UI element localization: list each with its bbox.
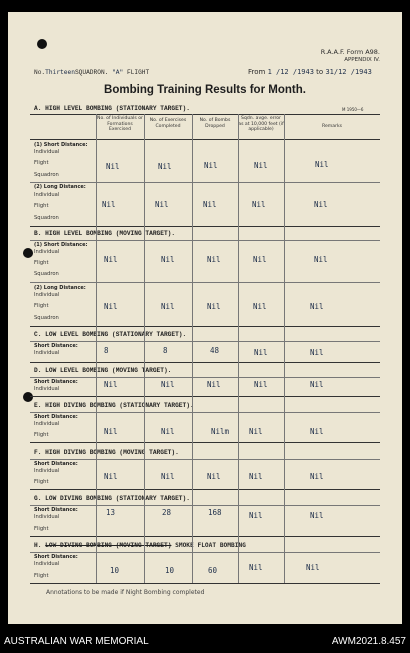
b1-flight-label: Flight: [34, 260, 49, 266]
b1-squadron-label: Squadron: [34, 271, 59, 277]
a2-individuals: Nil: [102, 200, 116, 209]
a2-remarks: Nil: [314, 200, 328, 209]
b2-subheading: (2) Long Distance:: [34, 285, 86, 291]
row-rule: [30, 459, 380, 460]
f-flight-label: Flight: [34, 479, 49, 485]
f-bombs: Nil: [207, 472, 221, 481]
e-bombs: Nilm: [211, 427, 230, 436]
date-from: 1 /12 /1943: [267, 68, 314, 76]
squadron-line: [34, 69, 149, 76]
page-title: Bombing Training Results for Month.: [104, 84, 306, 96]
d-subheading: Short Distance:: [34, 379, 78, 385]
row-rule: [30, 282, 380, 283]
b1-subheading: (1) Short Distance:: [34, 242, 88, 248]
b2-individuals: Nil: [104, 302, 118, 311]
section-rule: [30, 536, 380, 537]
c-subheading: Short Distance:: [34, 343, 78, 349]
b1-individual-label: Individual: [34, 249, 60, 255]
from-label: From: [248, 68, 266, 76]
b2-completed: Nil: [161, 302, 175, 311]
section-rule: [30, 226, 380, 227]
a1-flight-label: Flight: [34, 160, 49, 166]
a2-subheading: (2) Long Distance:: [34, 184, 86, 190]
b2-squadron-label: Squadron: [34, 315, 59, 321]
h-subheading: Short Distance:: [34, 554, 78, 560]
g-remarks: Nil: [310, 511, 324, 520]
a1-error: Nil: [254, 161, 268, 170]
g-bombs: 168: [208, 508, 222, 517]
d-individual-label: Individual: [34, 386, 60, 392]
section-rule: [30, 489, 380, 490]
row-rule: [30, 412, 380, 413]
row-rule: [30, 240, 380, 241]
a2-individual-label: Individual: [34, 192, 60, 198]
header-bottom-rule: [30, 139, 380, 140]
h-individual-label: Individual: [34, 561, 60, 567]
night-bombing-annotation: Annotations to be made if Night Bombing completed: [46, 589, 205, 596]
c-error: Nil: [254, 348, 268, 357]
b2-remarks: Nil: [310, 302, 324, 311]
section-a-heading: A. HIGH LEVEL BOMBING (STATIONARY TARGET).: [34, 105, 190, 112]
d-remarks: Nil: [310, 380, 324, 389]
e-error: Nil: [249, 427, 263, 436]
b1-error: Nil: [253, 255, 267, 264]
col-header-individuals: No. of Individuals or Formations Exercised: [97, 116, 143, 132]
no-label: No.: [34, 69, 46, 76]
g-individual-label: Individual: [34, 514, 60, 520]
b1-completed: Nil: [161, 255, 175, 264]
c-bombs: 48: [210, 346, 220, 355]
section-h-heading: [34, 542, 246, 549]
a1-subheading: (1) Short Distance:: [34, 142, 88, 148]
f-completed: Nil: [161, 472, 175, 481]
e-remarks: Nil: [310, 427, 324, 436]
g-individuals: 13: [106, 508, 116, 517]
archive-reference: AWM2021.8.457: [331, 636, 406, 647]
row-rule: [30, 182, 380, 183]
col-header-completed: No. of Exercises Completed: [149, 118, 187, 129]
punch-hole: [37, 39, 47, 49]
column-divider: [238, 114, 239, 583]
row-rule: [30, 341, 380, 342]
a1-individual-label: Individual: [34, 149, 60, 155]
archive-credit: AUSTRALIAN WAR MEMORIAL: [4, 636, 149, 647]
col-header-remarks: Remarks: [321, 124, 343, 129]
date-range: [248, 68, 372, 76]
squadron-value: Thirteen: [45, 69, 75, 76]
a1-remarks: Nil: [315, 160, 329, 169]
g-subheading: Short Distance:: [34, 507, 78, 513]
section-rule: [30, 442, 380, 443]
h-completed: 10: [165, 566, 175, 575]
to-label: to: [316, 68, 324, 76]
form-number: R.A.A.F. Form A98.: [320, 48, 380, 56]
section-g-heading: G. LOW DIVING BOMBING (STATIONARY TARGET).: [34, 495, 190, 502]
flight-label: FLIGHT: [126, 69, 150, 76]
a1-bombs: Nil: [204, 161, 218, 170]
table-top-rule: [30, 114, 380, 115]
h-individuals: 10: [110, 566, 120, 575]
f-individual-label: Individual: [34, 468, 60, 474]
g-error: Nil: [249, 511, 263, 520]
section-f-heading: F. HIGH DIVING BOMBING (MOVING TARGET).: [34, 449, 179, 456]
b2-individual-label: Individual: [34, 292, 60, 298]
e-flight-label: Flight: [34, 432, 49, 438]
f-subheading: Short Distance:: [34, 461, 78, 467]
f-individuals: Nil: [104, 472, 118, 481]
column-divider: [144, 114, 145, 583]
h-flight-label: Flight: [34, 573, 49, 579]
e-individual-label: Individual: [34, 421, 60, 427]
g-completed: 28: [162, 508, 172, 517]
c-remarks: Nil: [310, 348, 324, 357]
a2-squadron-label: Squadron: [34, 215, 59, 221]
a2-error: Nil: [252, 200, 266, 209]
g-flight-label: Flight: [34, 526, 49, 532]
e-completed: Nil: [161, 427, 175, 436]
section-rule: [30, 326, 380, 327]
a2-completed: Nil: [155, 200, 169, 209]
squadron-label: SQUADRON.: [74, 69, 109, 76]
section-rule: [30, 396, 380, 397]
b1-individuals: Nil: [104, 255, 118, 264]
col-header-bombs: No. of Bombs Dropped: [199, 118, 231, 129]
row-rule: [30, 552, 380, 553]
column-divider: [96, 114, 97, 583]
f-remarks: Nil: [310, 472, 324, 481]
section-rule: [30, 583, 380, 584]
d-completed: Nil: [161, 380, 175, 389]
h-remarks: Nil: [306, 563, 320, 572]
d-bombs: Nil: [207, 380, 221, 389]
col-header-error: Sqdn. avge. error as at 10,000 feet (if applicable): [238, 116, 284, 132]
section-b-heading: B. HIGH LEVEL BOMBING (MOVING TARGET).: [34, 230, 176, 237]
h-bombs: 60: [208, 566, 218, 575]
a1-squadron-label: Squadron: [34, 172, 59, 178]
b2-error: Nil: [253, 302, 267, 311]
flight-value: "A": [112, 69, 124, 76]
c-completed: 8: [163, 346, 168, 355]
section-rule: [30, 362, 380, 363]
appendix-label: APPENDIX IV.: [344, 57, 380, 63]
section-h-prefix: H.: [34, 542, 42, 549]
h-error: Nil: [249, 563, 263, 572]
a2-bombs: Nil: [203, 200, 217, 209]
row-rule: [30, 377, 380, 378]
date-to: 31/12 /1943: [325, 68, 372, 76]
section-h-added-title: SMOKE FLOAT BOMBING: [175, 542, 246, 549]
e-individuals: Nil: [104, 427, 118, 436]
column-divider: [192, 114, 193, 583]
form-reference: M 1950—6: [342, 107, 364, 112]
b2-flight-label: Flight: [34, 303, 49, 309]
section-h-struck-title: LOW DIVING BOMBING (MOVING TARGET): [45, 542, 172, 549]
row-rule: [30, 505, 380, 506]
d-individuals: Nil: [104, 380, 118, 389]
section-e-heading: E. HIGH DIVING BOMBING (STATIONARY TARGET).: [34, 402, 194, 409]
section-d-heading: D. LOW LEVEL BOMBING (MOVING TARGET).: [34, 367, 172, 374]
punch-hole: [23, 248, 33, 258]
b1-remarks: Nil: [314, 255, 328, 264]
c-individuals: 8: [104, 346, 109, 355]
b1-bombs: Nil: [207, 255, 221, 264]
document-page: [8, 12, 402, 624]
d-error: Nil: [254, 380, 268, 389]
f-error: Nil: [249, 472, 263, 481]
e-subheading: Short Distance:: [34, 414, 78, 420]
punch-hole: [23, 392, 33, 402]
a1-completed: Nil: [158, 162, 172, 171]
column-divider: [284, 114, 285, 583]
section-c-heading: C. LOW LEVEL BOMBING (STATIONARY TARGET).: [34, 331, 187, 338]
c-individual-label: Individual: [34, 350, 60, 356]
b2-bombs: Nil: [207, 302, 221, 311]
a1-individuals: Nil: [106, 162, 120, 171]
a2-flight-label: Flight: [34, 203, 49, 209]
